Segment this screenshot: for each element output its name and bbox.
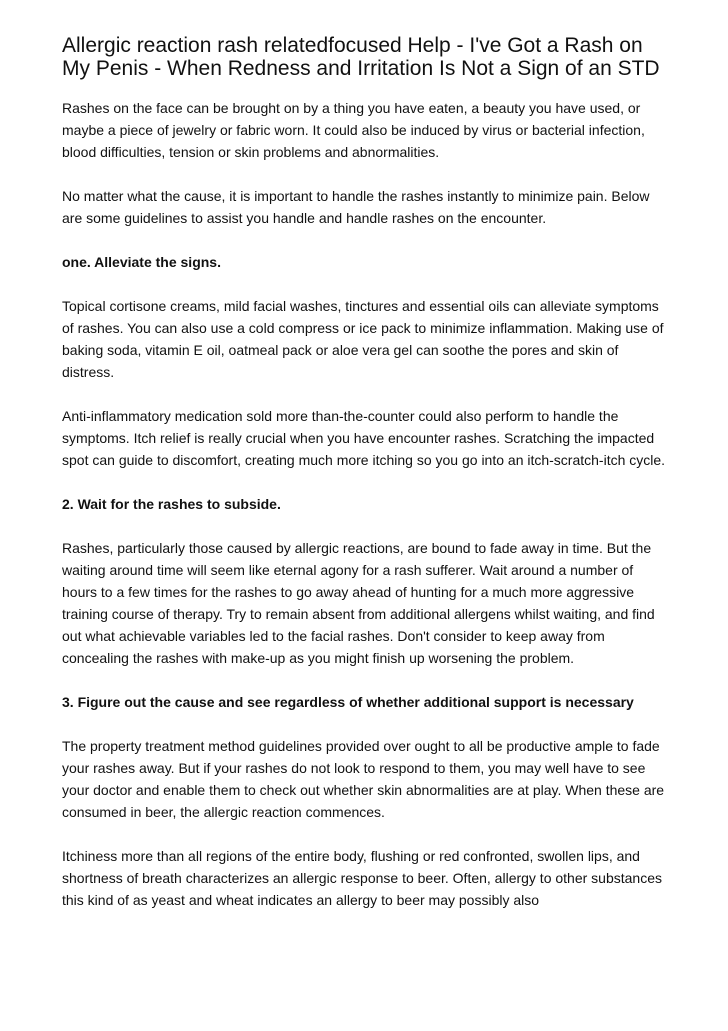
section-heading-wait: 2. Wait for the rashes to subside. [62,496,281,512]
paragraph-handle-instantly: No matter what the cause, it is important to handle the rashes instantly to minimize pain. Below are some guidelines to assist you handle and handle rashes on the encounter. [62,188,650,226]
paragraph-beer-allergy: Itchiness more than all regions of the entire body, flushing or red confronted, swollen lips, and shortness of breath characterizes an allergic response to beer. Often, allergy to other substances this kind of as yeast and wheat indicates an allergy to beer may possibly also [62,848,662,908]
document-page [62,34,668,911]
paragraph-facial-rash-causes: Rashes on the face can be brought on by a thing you have eaten, a beauty you have used, or maybe a piece of jewelry or fabric worn. It could also be induced by virus or bacterial infection, blood difficulties, tension or skin problems and abnormalities. [62,100,645,160]
paragraph-waiting-time: Rashes, particularly those caused by allergic reactions, are bound to fade away in time. But the waiting around time will seem like eternal agony for a rash sufferer. Wait around a number of hours to a few times for the rashes to go away ahead of hunting for a much more aggressive training course of therapy. Try to remain absent from additional allergens whilst waiting, and find out what achievable variables led to the facial rashes. Don't consider to keep away from concealing the rashes with make-up as you might finish up worsening the problem. [62,540,655,666]
paragraph-home-treatment: The property treatment method guidelines provided over ought to all be productive ample to fade your rashes away. But if your rashes do not look to respond to them, you may well have to see your doctor and enable them to check out whether skin abnormalities are at play. When these are consumed in beer, the allergic reaction commences. [62,738,665,820]
document-title: Allergic reaction rash relatedfocused Help - I've Got a Rash on My Penis - When Redness and Irritation Is Not a Sign of an STD [62,34,660,80]
paragraph-topical-treatments: Topical cortisone creams, mild facial washes, tinctures and essential oils can alleviate symptoms of rashes. You can also use a cold compress or ice pack to minimize inflammation. Making use of baking soda, vitamin E oil, oatmeal pack or aloe vera gel can soothe the pores and skin of distress. [62,298,664,380]
paragraph-anti-inflammatory: Anti-inflammatory medication sold more than-the-counter could also perform to handle the symptoms. Itch relief is really crucial when you have encounter rashes. Scratching the impacted spot can guide to discomfort, creating much more itching so you go into an itch-scratch-itch cycle. [62,408,666,468]
section-heading-figure-out-cause: 3. Figure out the cause and see regardless of whether additional support is necessary [62,694,634,710]
section-heading-alleviate: one. Alleviate the signs. [62,254,221,270]
